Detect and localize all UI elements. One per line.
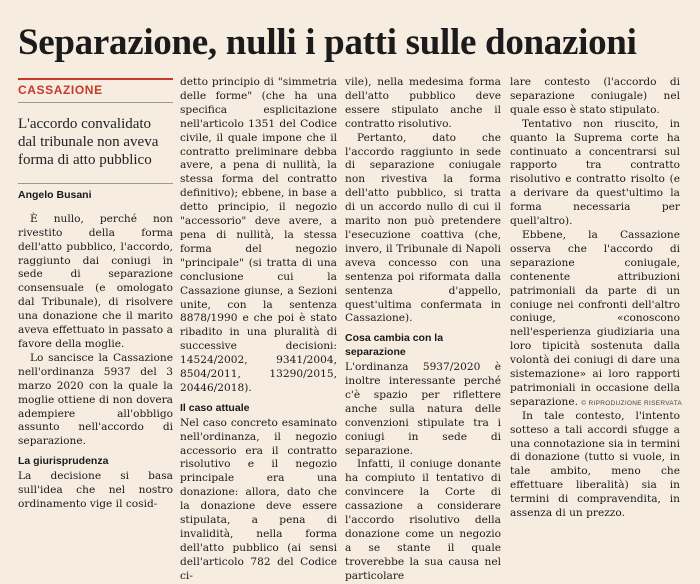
article-column-1 bbox=[18, 78, 173, 512]
copyright-notice: © RIPRODUZIONE RISERVATA bbox=[581, 400, 682, 407]
article-column-2 bbox=[180, 76, 337, 584]
article-summary: L'accordo convalidato dal tribunale non aveva forma di atto pubblico bbox=[18, 115, 159, 168]
paragraph: Pertanto, dato che l'accordo raggiunto in sede di separazione coniugale non rivestiva la forma dell'atto pubblico, si tratta di un accordo nullo di cui il marito non può pretendere l'esecuzione coattiva (che, invero, il Tribunale di Napoli aveva concesso con una sentenza poi riformata dalla sentenza d'appello, quest'ultima confermata in Cassazione). bbox=[345, 131, 501, 325]
paragraph: Lo sancisce la Cassazione nell'ordinanza 5937 del 3 marzo 2020 con la quale la moglie ottiene di non dovera adempiere all'obbligo assunto nell'accordo di separazione. bbox=[18, 351, 173, 448]
paragraph: detto principio di "simmetria delle forme" (che ha una specifica esplicitazione nell'articolo 1351 del Codice civile, il quale impone che il contratto preliminare debba avere, a pena di nullità, la stessa forma del contratto definitivo); ebbene, in base a detto principio, il negozio "accessorio" deve avere, a pena di nullità, la stessa forma del negozio "principale" (si tratta di una conclusione cui la Cassazione giunse, a Sezioni unite, con la sentenza 8878/1990 e che poi è stato ribadito in una pluralità di successive decisioni: 14524/2002, 9341/2004, 8504/2011, 13290/2015, 20446/2018). bbox=[180, 76, 337, 394]
paragraph: vile), nella medesima forma dell'atto pubblico deve essere stipulato anche il contratto risolutivo. bbox=[345, 76, 501, 130]
subheading: Il caso attuale bbox=[180, 401, 250, 414]
paragraph: L'ordinanza 5937/2020 è inoltre interessante perché c'è spazio per riflettere anche sulla natura delle convenzioni stipulate tra i coniugi in sede di separazione. bbox=[345, 361, 501, 457]
paragraph: Nel caso concreto esaminato nell'ordinanza, il negozio accessorio era il contratto risolutivo e il negozio principale era una donazione: allora, dato che la donazione deve essere stipulata, a pena di invalidità, nella forma dell'atto pubblico (ai sensi dell'articolo 782 del Codice ci- bbox=[180, 416, 337, 582]
paragraph: Infatti, il coniuge donante ha compiuto il tentativo di convincere la Corte di cassazione a considerare l'accordo risolutivo della donazione come un negozio a se stante il quale troverebbe la sua causa nel particolare bbox=[345, 458, 501, 582]
article-column-3 bbox=[345, 76, 501, 584]
article-headline: Separazione, nulli i patti sulle donazioni bbox=[18, 22, 637, 63]
paragraph: Ebbene, la Cassazione osserva che l'accordo di separazione coniugale, contenente attribuzioni patrimoniali da parte di un coniuge nei confronti dell'altro coniuge, «conoscono nell'esperienza giudiziaria una loro tipicità sostenuta dalla volontà dei coniugi di dare una sistemazione» ai loro rapporti patrimoniali in occasione della separazione. bbox=[510, 228, 680, 408]
paragraph: lare contesto (l'accordo di separazione coniugale) nel quale esso è stato stipulato. bbox=[510, 76, 680, 116]
paragraph: La decisione si basa sull'idea che nel nostro ordinamento vige il cosid- bbox=[18, 470, 173, 510]
paragraph: È nullo, perché non rivestito della forma dell'atto pubblico, l'accordo, raggiunto dai coniugi in sede di separazione consensuale (e omologato dal Tribunale), di risolvere una donazione che il marito aveva effettuato in passato a favore della moglie. bbox=[18, 212, 173, 350]
subheading: Cosa cambia con la separazione bbox=[345, 332, 444, 359]
subheading: La giurisprudenza bbox=[18, 455, 109, 468]
section-kicker: CASSAZIONE bbox=[18, 78, 173, 103]
article-column-4 bbox=[510, 76, 680, 521]
paragraph: In tale contesto, l'intento sotteso a tali accordi sfugge a una connotazione sia in termini di donazione (tutto si vuole, in tale ambito, meno che effettuare liberalità) sia in termini di compravendita, in assenza di un prezzo. bbox=[510, 409, 680, 520]
paragraph: Tentativo non riuscito, in quanto la Suprema corte ha continuato a concentrarsi sul rapporto tra contratto risolutivo e contratto risolto (e a derivare da quest'ultimo la forma necessaria per quell'altro). bbox=[510, 117, 680, 228]
author-byline: Angelo Busani bbox=[18, 183, 173, 203]
